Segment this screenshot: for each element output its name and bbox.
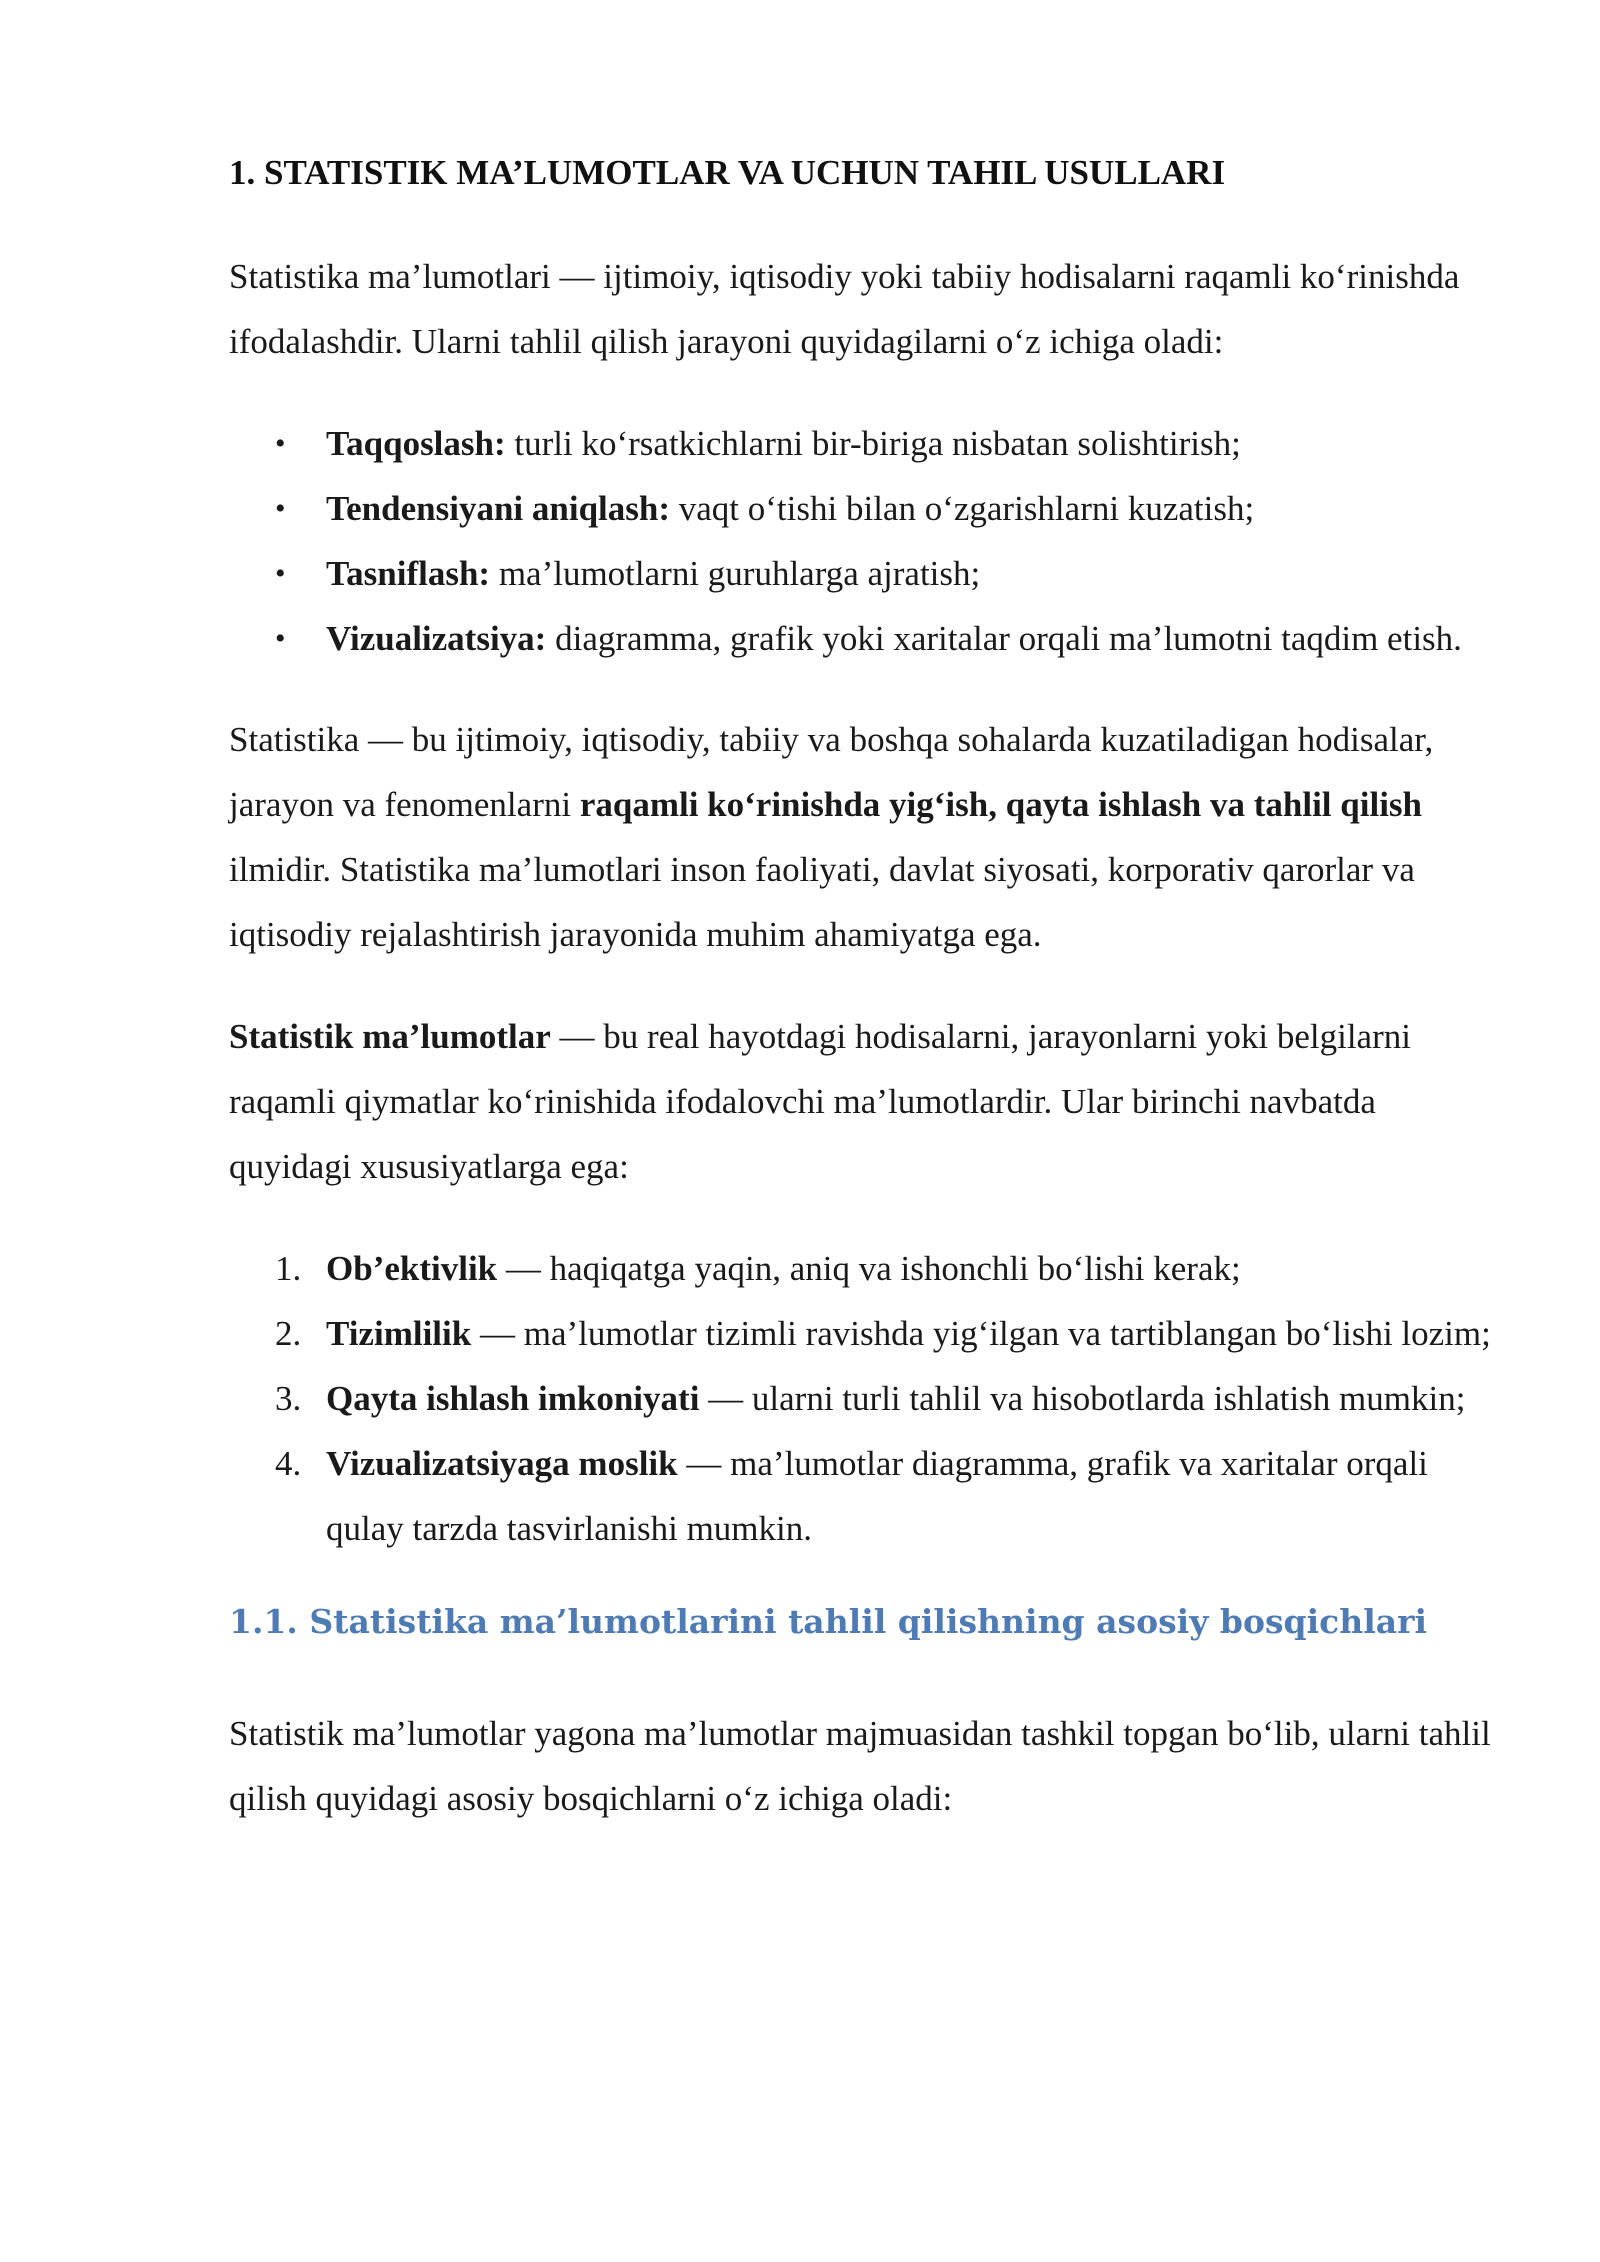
bullet-item-tendensiya — [229, 476, 1499, 541]
bullet-term: Tasniflash: — [326, 554, 491, 593]
bullet-marker: • — [275, 427, 286, 460]
properties-numbered-list — [229, 1236, 1499, 1561]
list-term: Ob’ektivlik — [326, 1249, 498, 1288]
numbered-item-vizualizatsiyaga-moslik — [229, 1431, 1499, 1561]
list-description: — haqiqatga yaqin, aniq va ishonchli bo‘lishi kerak; — [497, 1249, 1241, 1288]
analysis-bullet-list — [229, 411, 1499, 671]
list-description: — ma’lumotlar tizimli ravishda yig‘ilgan va tartiblangan bo‘lishi lozim; — [471, 1314, 1491, 1353]
intro-paragraph: Statistika ma’lumotlari — ijtimoiy, iqtisodiy yoki tabiiy hodisalarni raqamli ko‘rinishda ifodalashdir. Ularni tahlil qilish jarayoni quyidagilarni o‘z ichiga oladi: — [229, 257, 1460, 361]
statistical-data-paragraph — [229, 1004, 1499, 1199]
statistics-definition-paragraph — [229, 707, 1499, 967]
section-heading: 1. STATISTIK MA’LUMOTLAR VA UCHUN TAHIL USULLARI — [229, 153, 1226, 192]
bullet-marker: • — [275, 557, 286, 590]
list-number: 3. — [275, 1379, 302, 1418]
bullet-term: Taqqoslash: — [326, 424, 506, 463]
bullet-term: Vizualizatsiya: — [326, 619, 547, 658]
list-number: 4. — [275, 1444, 302, 1483]
list-description: — ma’lumotlar diagramma, grafik va xaritalar orqali qulay tarzda tasvirlanishi mumkin. — [326, 1444, 1428, 1548]
list-number: 2. — [275, 1314, 302, 1353]
bullet-marker: • — [275, 622, 286, 655]
bullet-description: diagramma, grafik yoki xaritalar orqali ma’lumotni taqdim etish. — [546, 619, 1462, 658]
numbered-item-qayta-ishlash — [229, 1366, 1499, 1431]
bullet-item-vizualizatsiya — [229, 606, 1499, 671]
bullet-description: turli ko‘rsatkichlarni bir-biriga nisbatan solishtirish; — [505, 424, 1241, 463]
numbered-item-tizimlilik — [229, 1301, 1499, 1366]
bullet-description: vaqt o‘tishi bilan o‘zgarishlarni kuzatish; — [670, 489, 1255, 528]
list-term: Tizimlilik — [326, 1314, 472, 1353]
list-term: Vizualizatsiyaga moslik — [326, 1444, 678, 1483]
bullet-description: ma’lumotlarni guruhlarga ajratish; — [490, 554, 981, 593]
paragraph-text: — bu real hayotdagi hodisalarni, jarayonlarni yoki belgilarni raqamli qiymatlar ko‘rinishida ifodalovchi ma’lumotlardir. Ular birinchi navbatda quyidagi xususiyatlarga ega: — [229, 1017, 1411, 1186]
paragraph-emphasis: raqamli ko‘rinishda yig‘ish, qayta ishlash va tahlil qilish — [579, 785, 1422, 824]
analysis-stages-paragraph: Statistik ma’lumotlar yagona ma’lumotlar majmuasidan tashkil topgan bo‘lib, ularni tahlil qilish quyidagi asosiy bosqichlarni o‘z ichiga oladi: — [229, 1714, 1491, 1818]
subsection-heading: 1.1. Statistika ma’lumotlarini tahlil qilishning asosiy bosqichlari — [229, 1602, 1428, 1641]
bullet-marker: • — [275, 492, 286, 525]
bullet-item-tasniflash — [229, 541, 1499, 606]
numbered-item-obektivlik — [229, 1236, 1499, 1301]
paragraph-emphasis: Statistik ma’lumotlar — [229, 1017, 551, 1056]
document-page — [229, 148, 1499, 1831]
list-term: Qayta ishlash imkoniyati — [326, 1379, 700, 1418]
list-description: — ularni turli tahlil va hisobotlarda ishlatish mumkin; — [699, 1379, 1466, 1418]
paragraph-text: ilmidir. Statistika ma’lumotlari inson faoliyati, davlat siyosati, korporativ qarorlar va iqtisodiy rejalashtirish jarayonida muhim ahamiyatga ega. — [229, 850, 1415, 954]
paragraph-text: Statistika — bu ijtimoiy, iqtisodiy, tabiiy va boshqa sohalarda kuzatiladigan hodisalar, jarayon va fenomenlarni — [229, 720, 1434, 824]
bullet-item-taqqoslash — [229, 411, 1499, 476]
list-number: 1. — [275, 1249, 302, 1288]
bullet-term: Tendensiyani aniqlash: — [326, 489, 671, 528]
